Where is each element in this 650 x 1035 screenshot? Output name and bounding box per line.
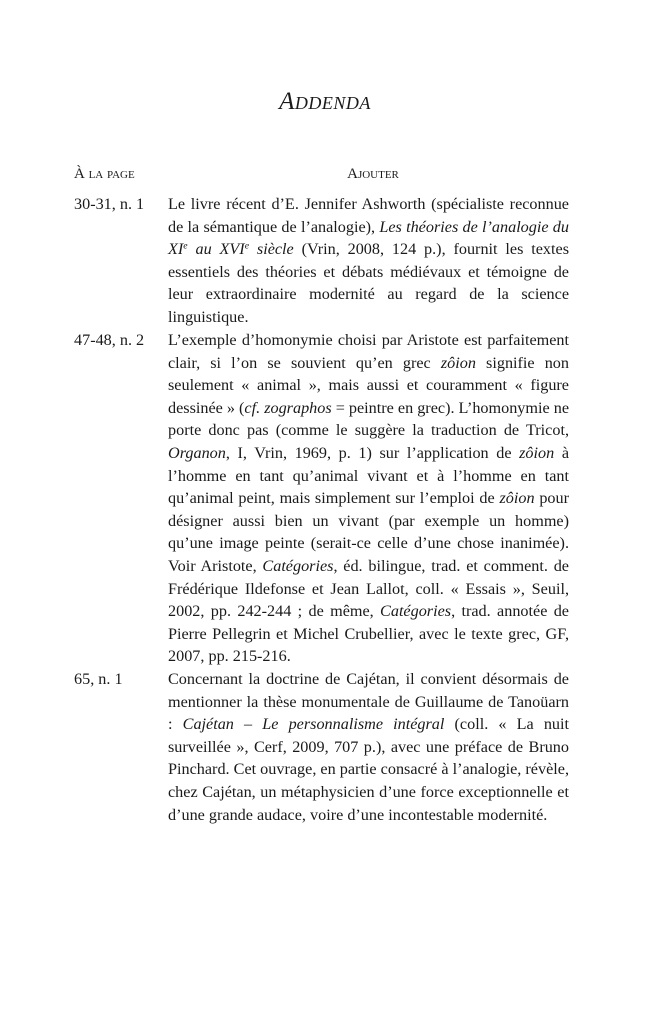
page-reference: 47-48, n. 2 [74,331,145,349]
page-reference: 65, n. 1 [74,670,123,688]
column-header-add: Ajouter [347,166,399,182]
addendum-text: L’exemple d’homonymie choisi par Aristote est parfaitement clair, si l’on se souvient qu’en grec zôion signifie non seulement « animal », mais aussi et couramment « figure dessinée » (cf. zographos = peintre en grec). L’homonymie ne porte donc pas (comme le suggère la traduction de Tricot, Organon, I, Vrin, 1969, p. 1) sur l’application de zôion à l’homme en tant qu’animal vivant et à l’homme en tant qu’animal peint, mais simplement sur l’emploi de zôion pour désigner aussi bien un vivant (par exemple un homme) qu’une image peinte (serait-ce celle d’une chose inanimée). Voir Aristote, Catégories, éd. bilingue, trad. et comment. de Frédérique Ildefonse et Jean Lallot, coll. « Essais », Seuil, 2002, pp. 242-244 ; de même, Catégories, trad. annotée de Pierre Pellegrin et Michel Crubellier, avec le texte grec, GF, 2007, pp. 215-216. [168,331,570,666]
column-header-page: À la page [74,166,135,182]
page-title: Addenda [279,88,371,115]
addendum-text: Concernant la doctrine de Cajétan, il convient désormais de mentionner la thèse monumentale de Guillaume de Tanoüarn : Cajétan – Le personnalisme intégral (coll. « La nuit surveillée », Cerf, 2009, 707 p.), avec une préface de Bruno Pinchard. Cet ouvrage, en partie consacré à l’analogie, révèle, chez Cajétan, un métaphysicien d’une force exceptionnelle et d’une grande audace, voire d’une incontestable modernité. [168,670,570,824]
page-reference: 30-31, n. 1 [74,195,145,213]
addendum-text: Le livre récent d’E. Jennifer Ashworth (spécialiste reconnue de la sémantique de l’analogie), Les théories de l’analogie du XIe au XVIe siècle (Vrin, 2008, 124 p.), fournit les textes essentiels des théories et débats médiévaux et témoigne de leur extraordinaire modernité au regard de la science linguistique. [168,195,570,326]
